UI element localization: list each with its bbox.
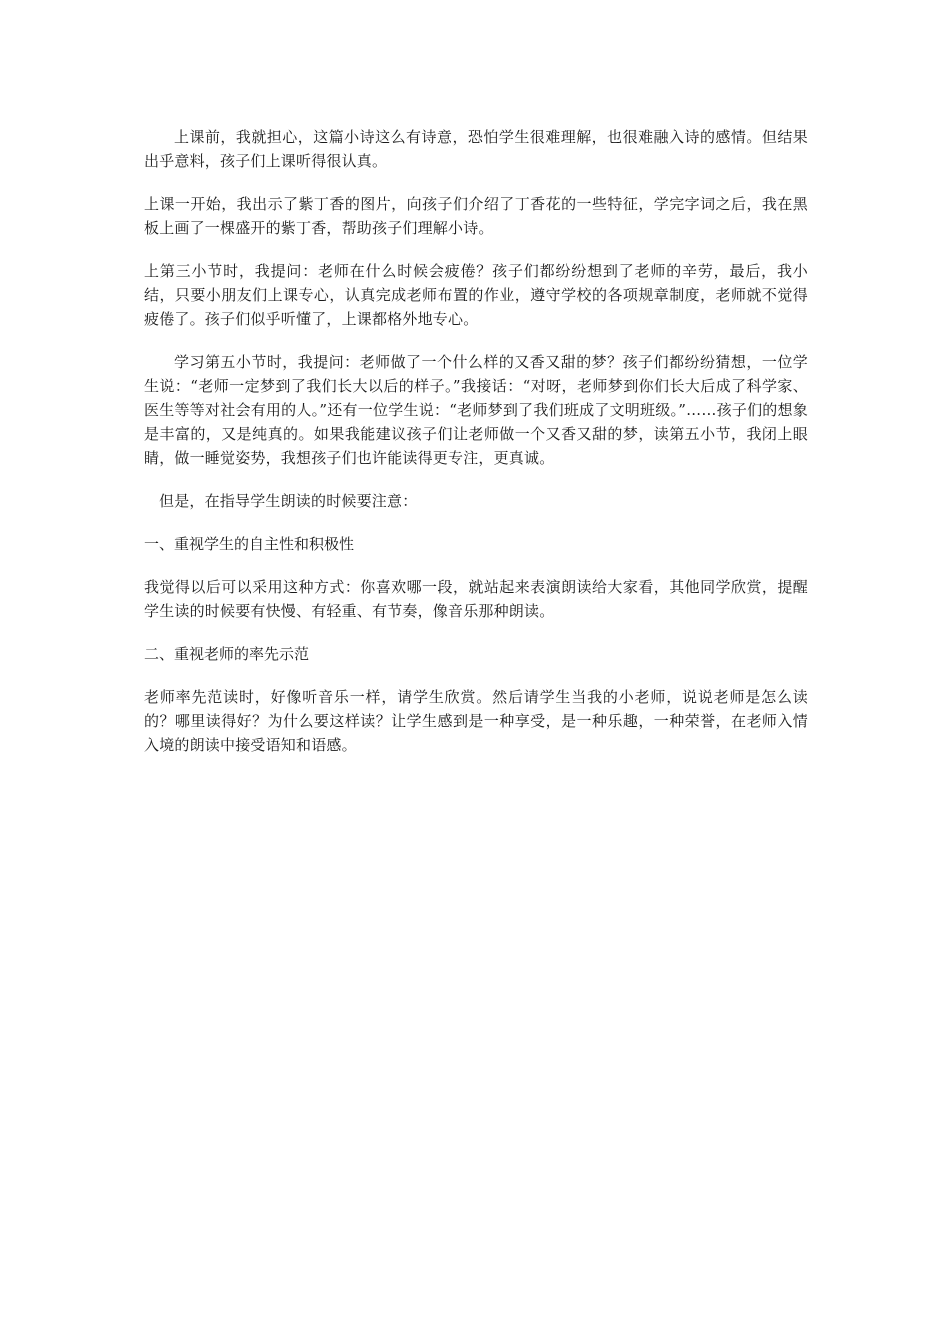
document-page <box>144 125 808 776</box>
section-heading-2: 二、重视老师的率先示范 <box>144 645 310 663</box>
paragraph-teacher-demo: 老师率先范读时，好像听音乐一样，请学生欣赏。然后请学生当我的小老师，说说老师是怎么读的？哪里读得好？为什么要这样读？让学生感到是一种享受，是一种乐趣，一种荣誉，在老师入情入境的朗读中接受语知和语感。 <box>144 688 808 754</box>
paragraph-fifth-stanza: 学习第五小节时，我提问：老师做了一个什么样的又香又甜的梦？孩子们都纷纷猜想，一位学生说：“老师一定梦到了我们长大以后的样子。”我接话：“对呀，老师梦到你们长大后成了科学家、医生等等对社会有用的人。”还有一位学生说：“老师梦到了我们班成了文明班级。”……孩子们的想象是丰富的，又是纯真的。如果我能建议孩子们让老师做一个又香又甜的梦，读第五小节，我闭上眼睛，做一睡觉姿势，我想孩子们也许能读得更专注，更真诚。 <box>144 353 808 467</box>
section-heading-1: 一、重视学生的自主性和积极性 <box>144 535 355 553</box>
paragraph-reading-note: 但是，在指导学生朗读的时候要注意： <box>159 492 418 510</box>
paragraph-lilac-intro: 上课一开始，我出示了紫丁香的图片，向孩子们介绍了丁香花的一些特征，学完字词之后，我在黑板上画了一棵盛开的紫丁香，帮助孩子们理解小诗。 <box>144 195 808 237</box>
paragraph-lesson-start: 上课前，我就担心，这篇小诗这么有诗意，恐怕学生很难理解，也很难融入诗的感情。但结果出乎意料，孩子们上课听得很认真。 <box>144 128 808 170</box>
paragraph-third-stanza: 上第三小节时，我提问：老师在什么时候会疲倦？孩子们都纷纷想到了老师的辛劳，最后，我小结，只要小朋友们上课专心，认真完成老师布置的作业，遵守学校的各项规章制度，老师就不觉得疲倦了。孩子们似乎听懂了，上课都格外地专心。 <box>144 262 808 328</box>
paragraph-method: 我觉得以后可以采用这种方式：你喜欢哪一段，就站起来表演朗读给大家看，其他同学欣赏，提醒学生读的时候要有快慢、有轻重、有节奏，像音乐那种朗读。 <box>144 578 808 620</box>
